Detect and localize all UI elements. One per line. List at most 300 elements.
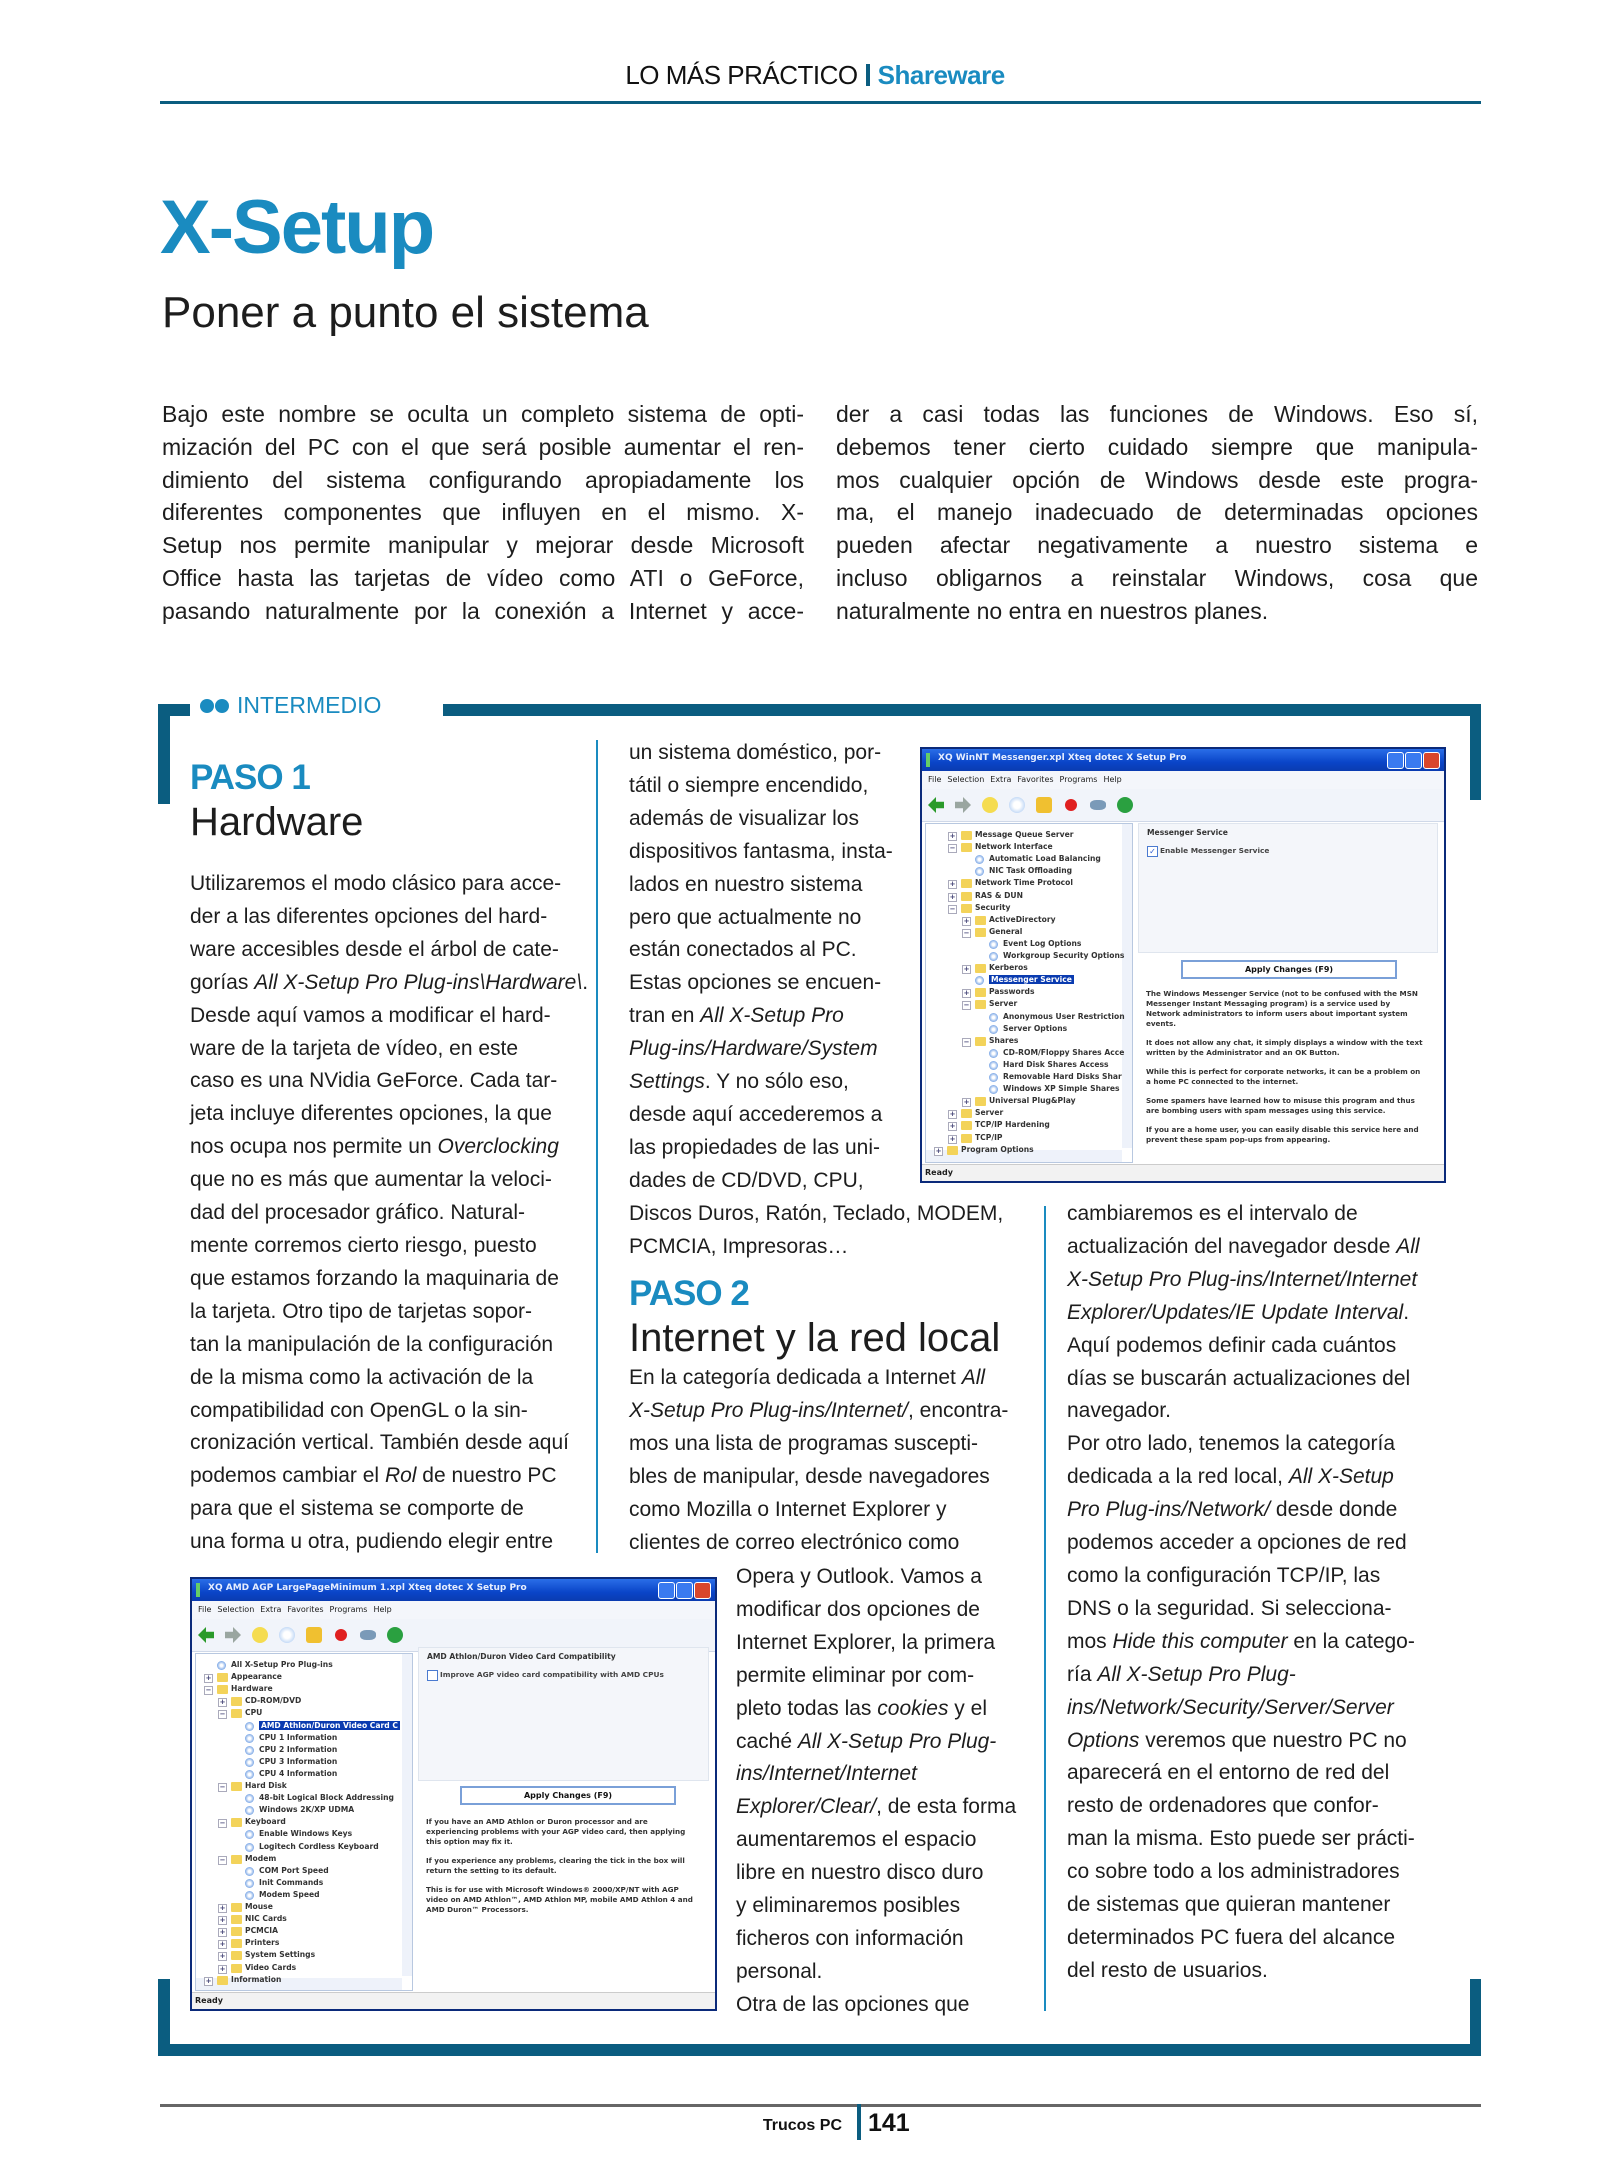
- text-line: [162, 496, 804, 529]
- text-line: [629, 1494, 1008, 1527]
- tree-item-label: Network Interface: [975, 842, 1053, 852]
- plugin-icon: [245, 1830, 254, 1839]
- text-line: [190, 1493, 588, 1526]
- folder-icon: [231, 1818, 242, 1827]
- checkbox-label: Improve AGP video card compatibility with AMD CPUs: [440, 1670, 664, 1679]
- intro-right: [836, 398, 1478, 628]
- folder-icon: [975, 928, 986, 937]
- text-segment: incluso obligarnos a reinstalar Windows, cosa que: [836, 564, 1478, 591]
- option-checkbox[interactable]: [427, 1670, 438, 1681]
- text-line: [190, 901, 588, 934]
- running-header: [0, 60, 1617, 91]
- app-icon: [926, 753, 930, 767]
- text-segment: pueden afectar negativamente a nuestro sistema e: [836, 532, 1478, 559]
- back-arrow-icon[interactable]: [198, 1627, 214, 1643]
- maximize-icon[interactable]: [1405, 752, 1422, 769]
- text-segment: que no es más que aumentar la veloci-: [190, 1168, 552, 1192]
- expand-icon[interactable]: +: [949, 892, 956, 901]
- tree-item-label: CD-ROM/DVD: [245, 1696, 302, 1706]
- help-icon[interactable]: [387, 1627, 403, 1643]
- text-line: [836, 496, 1478, 529]
- text-segment: tátil o siempre encendido,: [629, 773, 869, 797]
- text-segment: un sistema doméstico, por-: [629, 741, 882, 764]
- menu-item[interactable]: File: [928, 775, 942, 784]
- plugin-icon: [989, 1061, 998, 1070]
- collapse-icon[interactable]: −: [219, 1855, 226, 1864]
- text-line: [1067, 1395, 1420, 1428]
- tree-item-label: Mouse: [245, 1902, 273, 1911]
- info-icon[interactable]: [1009, 797, 1025, 813]
- text-segment: para que el sistema se comporte de: [190, 1497, 524, 1521]
- text-line: [162, 595, 804, 628]
- tree-item-label: Message Queue Server: [975, 830, 1074, 839]
- text-segment: Desde aquí vamos a modificar el hard-: [190, 1003, 551, 1027]
- text-line: [836, 595, 1478, 628]
- text-segment: de la misma como la activación de la: [190, 1365, 534, 1389]
- stop-icon[interactable]: [335, 1629, 347, 1641]
- tree-item-label: CPU 4 Information: [259, 1768, 338, 1778]
- text-segment: Bajo este nombre se oculta un completo sistema de opti-: [162, 401, 804, 427]
- menu-item[interactable]: Favorites: [287, 1605, 324, 1614]
- text-line: [1067, 1790, 1420, 1823]
- intro-left: [162, 398, 804, 628]
- tree-item-label: TCP/IP: [975, 1132, 1003, 1142]
- lock-icon[interactable]: [306, 1627, 322, 1643]
- text-segment: mos cualquier opción de Windows desde este progra-: [836, 466, 1478, 493]
- collapse-icon[interactable]: −: [963, 1001, 970, 1010]
- menu-item[interactable]: Programs: [1059, 775, 1098, 784]
- close-icon[interactable]: [1423, 752, 1440, 769]
- window-title: XQ WinNT Messenger.xpl Xteq dotec X Setup Pro: [938, 753, 1187, 763]
- collapse-icon[interactable]: −: [963, 1037, 970, 1046]
- plugin-icon: [245, 1879, 254, 1888]
- collapse-icon[interactable]: −: [219, 1819, 226, 1828]
- text-line: [1067, 1231, 1420, 1264]
- text-segment: Internet Explorer, la primera: [736, 1630, 996, 1654]
- text-line: [736, 1627, 1016, 1660]
- folder-icon: [217, 1685, 228, 1694]
- text-segment: modificar dos opciones de: [736, 1597, 980, 1621]
- text-line: [736, 1791, 1016, 1824]
- text-line: [736, 1857, 1016, 1890]
- text-line: [1067, 1560, 1420, 1593]
- folder-icon: [231, 1782, 242, 1791]
- tree-item-label: Network Time Protocol: [975, 878, 1073, 888]
- text-segment: naturalmente no entra en nuestros planes.: [836, 597, 1269, 624]
- text-line: [629, 1395, 1008, 1428]
- folder-icon: [975, 988, 986, 997]
- text-segment: dades de CD/DVD, CPU,: [629, 1168, 864, 1192]
- text-segment: pasando naturalmente por la conexión a Internet y acce-: [162, 597, 804, 624]
- text-segment: pleto todas las: [736, 1696, 878, 1720]
- help-icon[interactable]: [1117, 797, 1133, 813]
- favorites-icon[interactable]: [982, 797, 998, 813]
- collapse-icon[interactable]: −: [219, 1783, 226, 1791]
- tree-item-label: Windows XP Simple Shares: [1003, 1084, 1120, 1094]
- plugin-icon: [989, 1085, 998, 1094]
- menu-item[interactable]: Favorites: [1017, 775, 1054, 784]
- option-group: [1138, 823, 1438, 953]
- description-paragraph: While this is perfect for corporate networks, it can be a problem on a home PC connected to the internet.: [1146, 1067, 1421, 1086]
- tree-item-label: Messenger Service: [991, 975, 1072, 985]
- tree-vertical-scrollbar[interactable]: [1122, 824, 1132, 1148]
- text-segment: mos: [1067, 1629, 1113, 1653]
- tree-item-label: CPU 3 Information: [259, 1756, 338, 1766]
- text-segment: . Y no sólo eso,: [704, 1070, 849, 1094]
- text-segment: caso es una NVidia GeForce. Cada tar-: [190, 1069, 558, 1093]
- text-line: [190, 934, 588, 967]
- text-line: [1067, 1889, 1420, 1922]
- expand-icon[interactable]: +: [205, 1976, 212, 1985]
- column-divider: [1044, 1206, 1046, 2011]
- section-label: LO MÁS PRÁCTICO: [625, 60, 858, 90]
- menu-item[interactable]: File: [198, 1605, 212, 1614]
- window-titlebar: [922, 749, 1444, 771]
- text-line: [1067, 1823, 1420, 1856]
- article-title: X-Setup: [160, 185, 434, 270]
- text-line: [162, 562, 804, 595]
- tree-item-label: Hardware: [231, 1684, 273, 1694]
- footer-separator: [857, 2104, 861, 2140]
- menu-item[interactable]: Programs: [329, 1605, 368, 1614]
- folder-icon: [961, 1121, 972, 1130]
- column-1-text: [190, 868, 588, 1559]
- tree-item-label: Server Options: [1003, 1023, 1068, 1033]
- text-segment: la tarjeta. Otro tipo de tarjetas sopor-: [190, 1299, 532, 1323]
- tree-item-label: Server: [975, 1108, 1004, 1118]
- collapse-icon[interactable]: −: [963, 928, 970, 937]
- expand-icon[interactable]: +: [949, 1122, 956, 1131]
- expand-icon[interactable]: +: [219, 1698, 226, 1707]
- text-line: [190, 1098, 588, 1131]
- step2-text: [629, 1362, 1008, 1559]
- tree-item-label: 48-bit Logical Block Addressing: [259, 1793, 394, 1803]
- tree-item-label: Video Cards: [245, 1962, 297, 1972]
- text-line: [190, 1296, 588, 1329]
- page-number: 141: [868, 2109, 910, 2137]
- text-segment: PCMCIA, Impresoras…: [629, 1234, 849, 1258]
- text-segment: dad del procesador gráfico. Natural-: [190, 1201, 526, 1225]
- folder-icon: [231, 1697, 242, 1706]
- text-segment: aumentaremos el espacio: [736, 1828, 977, 1852]
- apply-changes-button[interactable]: Apply Changes (F9): [460, 1786, 676, 1805]
- text-segment: der a casi todas las funciones de Windows. Eso sí,: [836, 401, 1478, 427]
- tree-item-label: Kerberos: [989, 963, 1028, 973]
- difficulty-label: INTERMEDIO: [237, 692, 382, 718]
- text-line: [162, 431, 804, 464]
- text-segment: , encontra-: [907, 1398, 1009, 1422]
- tree-item-label: Workgroup Security Options: [1003, 951, 1125, 960]
- text-segment: co sobre todo a los administradores: [1067, 1860, 1400, 1884]
- expand-icon[interactable]: +: [219, 1964, 226, 1973]
- status-bar: [922, 1164, 1444, 1181]
- minimize-icon[interactable]: [658, 1582, 675, 1599]
- expand-icon[interactable]: +: [219, 1940, 226, 1949]
- tree-item-label: Appearance: [231, 1672, 282, 1682]
- app-icon: [196, 1583, 200, 1597]
- text-segment: ware accesibles desde el árbol de cate-: [190, 937, 559, 961]
- text-line: [190, 1362, 588, 1395]
- folder-icon: [961, 831, 972, 840]
- text-segment: dispositivos fantasma, insta-: [629, 839, 893, 863]
- text-segment: tran en: [629, 1004, 701, 1028]
- tree-item-label: Program Options: [961, 1144, 1034, 1154]
- text-line: [1067, 1527, 1420, 1560]
- text-segment: debemos tener cierto cuidado siempre que manipula-: [836, 433, 1478, 460]
- plugin-icon: [245, 1746, 254, 1755]
- expand-icon[interactable]: +: [949, 1110, 956, 1119]
- plugin-icon: [245, 1770, 254, 1779]
- status-text: Ready: [195, 1996, 223, 2005]
- plugin-tree[interactable]: [925, 823, 1133, 1163]
- text-line: [836, 398, 1478, 431]
- collapse-icon[interactable]: −: [949, 904, 956, 913]
- tree-item-label: Init Commands: [259, 1877, 324, 1887]
- expand-icon[interactable]: +: [219, 1916, 226, 1925]
- text-segment: desde aquí accederemos a: [629, 1102, 883, 1126]
- tree-item-label: Hard Disk: [245, 1781, 287, 1790]
- folder-icon: [975, 916, 986, 925]
- description-paragraph: The Windows Messenger Service (not to be confused with the MSN Messenger Instant Messaging program) is a service used by Network administrators to inform users about important system events.: [1146, 989, 1418, 1028]
- text-segment: tan la manipulación de la configuración: [190, 1332, 554, 1356]
- option-checkbox[interactable]: ✓: [1147, 846, 1158, 857]
- tree-item-label: CD-ROM/Floppy Shares Acce: [1003, 1047, 1125, 1057]
- menu-item[interactable]: Selection: [947, 775, 985, 784]
- expand-icon[interactable]: +: [949, 880, 956, 889]
- text-segment: lados en nuestro sistema: [629, 872, 863, 896]
- expand-icon[interactable]: +: [219, 1928, 226, 1937]
- footer-rule: [160, 2104, 1481, 2107]
- level-dot-icon: [215, 699, 229, 713]
- text-segment: de nuestro PC: [416, 1464, 557, 1488]
- step2-label: PASO 2: [629, 1274, 749, 1313]
- text-segment: del resto de usuarios.: [1067, 1958, 1268, 1982]
- plugin-icon: [245, 1891, 254, 1900]
- folder-icon: [231, 1964, 242, 1973]
- group-title: AMD Athlon/Duron Video Card Compatibility: [427, 1652, 616, 1661]
- toolbar: [922, 789, 1444, 822]
- folder-icon: [947, 1146, 958, 1155]
- text-segment: permite eliminar por com-: [736, 1663, 975, 1687]
- menu-item[interactable]: Extra: [260, 1605, 282, 1614]
- text-segment: mización del PC con el que será posible aumentar el ren-: [162, 433, 804, 460]
- text-line: [190, 1197, 588, 1230]
- folder-icon: [231, 1855, 242, 1864]
- collapse-icon[interactable]: −: [219, 1710, 226, 1719]
- italic-text: All X-Setup Pro Plug-: [797, 1729, 997, 1753]
- text-line: [190, 1230, 588, 1263]
- expand-icon[interactable]: +: [963, 916, 970, 925]
- text-line: [736, 1726, 1016, 1759]
- expand-icon[interactable]: +: [963, 965, 970, 974]
- text-line: [1067, 1428, 1420, 1461]
- magazine-name: Trucos PC: [762, 2117, 842, 2134]
- folder-icon: [217, 1673, 228, 1682]
- text-segment: días se buscarán actualizaciones del: [1067, 1366, 1411, 1390]
- plugin-icon: [245, 1843, 254, 1852]
- text-line: [736, 1956, 1016, 1989]
- text-line: [629, 1527, 1008, 1560]
- text-segment: bles de manipular, desde navegadores: [629, 1464, 990, 1488]
- collapse-icon[interactable]: −: [205, 1686, 212, 1695]
- text-line: [1067, 1461, 1420, 1494]
- text-segment: cronización vertical. También desde aquí: [190, 1431, 569, 1455]
- maximize-icon[interactable]: [676, 1582, 693, 1599]
- text-line: [190, 1427, 588, 1460]
- plugin-icon: [245, 1722, 254, 1731]
- italic-text: All X-Setup Pro Plug-: [1097, 1662, 1296, 1686]
- folder-icon: [975, 1097, 986, 1106]
- text-line: [1067, 1692, 1420, 1725]
- text-line: [162, 464, 804, 497]
- italic-text: Rol: [384, 1464, 417, 1488]
- apply-changes-button[interactable]: Apply Changes (F9): [1181, 960, 1397, 979]
- text-segment: como Mozilla o Internet Explorer y: [629, 1497, 947, 1521]
- menu-item[interactable]: Extra: [990, 775, 1012, 784]
- expand-icon[interactable]: +: [205, 1674, 212, 1683]
- tree-item-label: COM Port Speed: [259, 1865, 329, 1875]
- text-line: [190, 1164, 588, 1197]
- text-line: [190, 868, 588, 901]
- plugin-icon: [989, 1049, 998, 1058]
- italic-text: ins/Internet/Internet: [736, 1762, 917, 1786]
- description-paragraph: It does not allow any chat, it simply displays a window with the text written by the Administrator and an OK Button.: [1146, 1038, 1423, 1057]
- expand-icon[interactable]: +: [219, 1952, 226, 1961]
- tree-item-label: Server: [989, 999, 1018, 1009]
- collapse-icon[interactable]: −: [949, 844, 956, 853]
- screenshot-amd-window: [190, 1577, 717, 2011]
- expand-icon[interactable]: +: [219, 1904, 226, 1912]
- tree-item-label: Printers: [245, 1938, 280, 1948]
- tree-item-label: System Settings: [245, 1950, 316, 1960]
- plugin-icon: [975, 855, 984, 864]
- text-segment: mente corremos cierto riesgo, puesto: [190, 1233, 537, 1257]
- text-segment: que estamos forzando la maquinaria de: [190, 1266, 559, 1290]
- minimize-icon[interactable]: [1387, 752, 1404, 769]
- menu-item[interactable]: Help: [373, 1605, 392, 1614]
- folder-icon: [961, 1109, 972, 1118]
- expand-icon[interactable]: +: [935, 1146, 942, 1155]
- text-segment: las propiedades de las uni-: [629, 1135, 880, 1159]
- text-segment: podemos acceder a opciones de red: [1067, 1531, 1407, 1555]
- expand-icon[interactable]: +: [963, 1098, 970, 1107]
- text-line: [1067, 1725, 1420, 1758]
- expand-icon[interactable]: +: [963, 989, 970, 998]
- glasses-icon[interactable]: [360, 1630, 376, 1640]
- plugin-tree[interactable]: [195, 1653, 413, 1991]
- text-segment: Discos Duros, Ratón, Teclado, MODEM,: [629, 1201, 1004, 1225]
- text-segment: cambiaremos es el intervalo de: [1067, 1202, 1358, 1225]
- text-segment: ría: [1067, 1662, 1098, 1686]
- italic-text: All X-Setup: [1288, 1465, 1394, 1489]
- italic-text: Explorer/Updates/IE Update Interval: [1067, 1300, 1404, 1324]
- text-line: [836, 529, 1478, 562]
- header-separator: [866, 64, 870, 86]
- text-line: [736, 1693, 1016, 1726]
- text-line: [1067, 1659, 1420, 1692]
- text-segment: DNS o la seguridad. Si selecciona-: [1067, 1596, 1392, 1620]
- italic-text: All X-Setup Pro Plug-ins\Hardware\: [254, 970, 583, 994]
- article-subtitle: Poner a punto el sistema: [162, 288, 649, 337]
- text-segment: en la catego-: [1287, 1629, 1415, 1653]
- text-line: [190, 1131, 588, 1164]
- folder-icon: [231, 1927, 242, 1936]
- text-line: [190, 1000, 588, 1033]
- text-segment: Office hasta las tarjetas de vídeo como ATI o GeForce,: [162, 564, 804, 591]
- text-line: [736, 1824, 1016, 1857]
- forward-arrow-icon[interactable]: [225, 1627, 241, 1643]
- tree-item-label: CPU: [245, 1708, 263, 1718]
- text-segment: están conectados al PC.: [629, 938, 857, 962]
- text-segment: ficheros con información: [736, 1926, 964, 1950]
- tree-item-label: Anonymous User Restriction: [1003, 1011, 1125, 1021]
- expand-icon[interactable]: +: [949, 1134, 956, 1143]
- text-segment: una forma u otra, pudiendo elegir entre: [190, 1530, 554, 1554]
- text-line: [1067, 1494, 1420, 1527]
- text-line: [190, 1526, 588, 1559]
- tree-vertical-scrollbar[interactable]: [402, 1654, 412, 1976]
- favorites-icon[interactable]: [252, 1627, 268, 1643]
- text-line: [736, 1923, 1016, 1956]
- text-segment: aparecerá en el entorno de red del: [1067, 1761, 1390, 1785]
- menu-item[interactable]: Selection: [217, 1605, 255, 1614]
- text-segment: jeta incluye diferentes opciones, la que: [190, 1102, 552, 1126]
- text-segment: veremos que nuestro PC no: [1139, 1728, 1407, 1752]
- italic-text: All X-Setup Pro: [700, 1004, 844, 1028]
- text-segment: gorías: [190, 970, 255, 994]
- glasses-icon[interactable]: [1090, 800, 1106, 810]
- italic-text: Explorer/Clear/: [736, 1795, 877, 1819]
- text-line: [162, 398, 804, 431]
- text-segment: pero que actualmente no: [629, 905, 862, 929]
- forward-arrow-icon[interactable]: [955, 797, 971, 813]
- text-segment: clientes de correo electrónico como: [629, 1530, 960, 1554]
- tree-item-label: Windows 2K/XP UDMA: [259, 1805, 355, 1815]
- italic-text: Plug-ins/Hardware/System: [629, 1037, 878, 1061]
- text-line: [1067, 1955, 1420, 1988]
- text-segment: compatibilidad con OpenGL o la sin-: [190, 1398, 528, 1422]
- tree-item-label: Shares: [989, 1035, 1019, 1045]
- folder-icon: [231, 1709, 242, 1718]
- menu-bar: [922, 771, 1444, 790]
- column-3-text: [1067, 1198, 1420, 1988]
- close-icon[interactable]: [694, 1582, 711, 1599]
- text-line: [736, 1758, 1016, 1791]
- tree-item-label: General: [989, 926, 1023, 936]
- menu-item[interactable]: Help: [1103, 775, 1122, 784]
- screenshot-messenger-window: [920, 747, 1446, 1183]
- text-line: [1067, 1856, 1420, 1889]
- back-arrow-icon[interactable]: [928, 797, 944, 813]
- stop-icon[interactable]: [1065, 799, 1077, 811]
- italic-text: Pro Plug-ins/Network/: [1067, 1498, 1271, 1522]
- description-paragraph: If you experience any problems, clearing the tick in the box will return the setting to its default.: [426, 1856, 685, 1875]
- step1-title: Hardware: [190, 800, 364, 844]
- text-segment: personal.: [736, 1959, 823, 1983]
- text-line: [162, 529, 804, 562]
- level-dot-icon: [200, 699, 214, 713]
- text-line: [190, 1033, 588, 1066]
- lock-icon[interactable]: [1036, 797, 1052, 813]
- text-segment: Utilizaremos el modo clásico para acce-: [190, 872, 562, 895]
- text-segment: Setup nos permite manipular y mejorar desde Microsoft: [162, 532, 804, 559]
- info-icon[interactable]: [279, 1627, 295, 1643]
- frame-top-bar: [443, 704, 1481, 716]
- text-line: [836, 464, 1478, 497]
- text-segment: como la configuración TCP/IP, las: [1067, 1563, 1381, 1587]
- expand-icon[interactable]: +: [949, 832, 956, 840]
- folder-icon: [961, 904, 972, 913]
